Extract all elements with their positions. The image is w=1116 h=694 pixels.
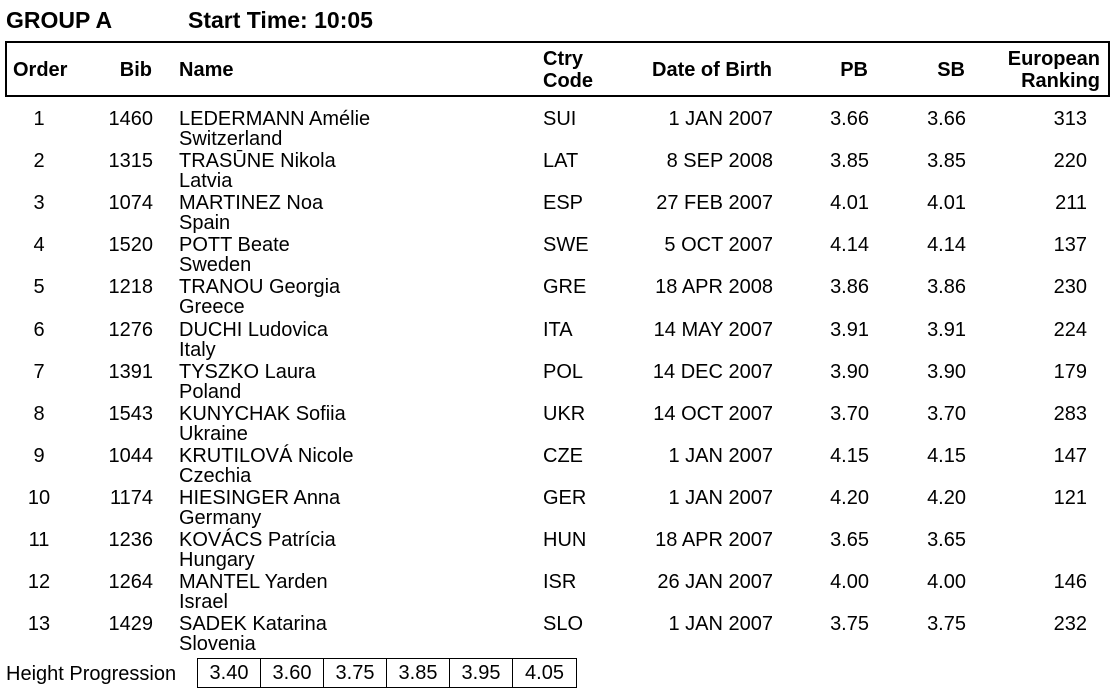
athlete-order: 12 [27, 571, 51, 594]
athlete-name: HIESINGER Anna [179, 486, 341, 509]
athlete-name: TYSZKO Laura [179, 360, 316, 383]
athlete-country-code: CZE [543, 444, 583, 467]
athlete-sb: 3.66 [927, 108, 966, 130]
athlete-european-ranking: 146 [1053, 571, 1087, 594]
athlete-pb: 4.20 [830, 486, 869, 509]
athlete-pb: 4.00 [830, 571, 869, 594]
athlete-country: Hungary [179, 549, 255, 571]
column-header-name: Name [179, 59, 234, 81]
athlete-pb: 4.15 [830, 444, 869, 467]
height-value: 3.40 [198, 659, 261, 687]
athlete-pb: 3.86 [830, 276, 869, 299]
athlete-order: 7 [33, 360, 45, 383]
athlete-country-code: POL [543, 360, 584, 383]
athlete-date-of-birth: 14 DEC 2007 [652, 360, 773, 383]
column-header-dob: Date of Birth [652, 59, 772, 81]
athlete-country-code: ITA [543, 318, 573, 341]
table-row [0, 352, 1116, 403]
athlete-european-ranking: 147 [1053, 444, 1087, 467]
table-row [0, 394, 1116, 445]
athlete-country: Latvia [179, 170, 233, 193]
athlete-country: Czechia [179, 464, 252, 487]
athlete-sb: 3.90 [927, 360, 966, 383]
athlete-date-of-birth: 26 JAN 2007 [657, 571, 773, 594]
table-row [0, 436, 1116, 487]
athlete-country: Italy [179, 338, 216, 361]
athlete-european-ranking: 220 [1053, 150, 1087, 173]
athlete-order: 1 [33, 108, 45, 130]
athlete-sb: 4.00 [927, 571, 966, 594]
table-row [0, 99, 1116, 150]
athlete-bib: 1543 [108, 402, 153, 425]
table-row [0, 604, 1116, 656]
column-header-code: Code [543, 70, 593, 92]
athlete-country: Greece [179, 296, 245, 319]
athlete-name: LEDERMANN Amélie [179, 108, 371, 130]
athlete-date-of-birth: 5 OCT 2007 [664, 234, 773, 257]
column-header-order: Order [13, 59, 68, 81]
athlete-european-ranking: 283 [1053, 402, 1087, 425]
athlete-name: MARTINEZ Noa [179, 192, 324, 215]
athlete-order: 6 [33, 318, 45, 341]
athlete-bib: 1429 [108, 613, 153, 636]
athlete-pb: 3.75 [830, 613, 869, 636]
athlete-pb: 4.01 [830, 192, 869, 215]
athlete-pb: 3.90 [830, 360, 869, 383]
athlete-pb: 3.66 [830, 108, 869, 130]
athlete-pb: 3.70 [830, 402, 869, 425]
athlete-country: Poland [179, 380, 242, 403]
athlete-date-of-birth: 14 OCT 2007 [653, 402, 773, 425]
athlete-order: 4 [33, 234, 45, 257]
table-row [0, 267, 1116, 319]
athlete-country-code: UKR [543, 402, 586, 425]
athlete-name: MANTEL Yarden [179, 571, 328, 594]
athlete-date-of-birth: 18 APR 2007 [655, 529, 773, 551]
table-row [0, 520, 1116, 571]
athlete-european-ranking: 230 [1053, 276, 1087, 299]
column-header-pb: PB [840, 59, 868, 81]
athlete-european-ranking: 121 [1053, 486, 1087, 509]
athlete-country-code: GRE [543, 276, 587, 299]
height-progression-values [197, 658, 577, 688]
athlete-bib: 1074 [108, 192, 153, 215]
athlete-bib: 1460 [108, 108, 153, 130]
athlete-date-of-birth: 8 SEP 2008 [666, 150, 773, 173]
athlete-date-of-birth: 1 JAN 2007 [668, 108, 773, 130]
athlete-sb: 3.75 [927, 613, 966, 636]
athlete-country-code: SLO [543, 613, 584, 636]
athlete-bib: 1236 [108, 529, 153, 551]
athlete-sb: 4.01 [927, 192, 966, 215]
athlete-order: 13 [27, 613, 51, 636]
athlete-bib: 1520 [108, 234, 153, 257]
table-row [0, 562, 1116, 614]
athlete-bib: 1218 [108, 276, 153, 299]
column-header-ranking: Ranking [1021, 70, 1100, 92]
athlete-order: 2 [33, 150, 45, 173]
table-row [0, 310, 1116, 361]
athlete-sb: 4.20 [927, 486, 966, 509]
athlete-sb: 3.91 [927, 318, 966, 341]
athlete-country: Sweden [179, 254, 252, 277]
height-value: 3.60 [261, 659, 324, 687]
athlete-date-of-birth: 27 FEB 2007 [656, 192, 773, 215]
athlete-country-code: HUN [543, 529, 587, 551]
athlete-date-of-birth: 1 JAN 2007 [668, 613, 773, 636]
athlete-name: TRASŪNE Nikola [179, 150, 336, 173]
table-header [5, 41, 1110, 97]
athlete-european-ranking: 179 [1053, 360, 1087, 383]
athlete-bib: 1276 [108, 318, 153, 341]
athlete-european-ranking: 232 [1053, 613, 1087, 636]
athlete-order: 3 [33, 192, 45, 215]
athlete-date-of-birth: 1 JAN 2007 [668, 486, 773, 509]
athlete-date-of-birth: 1 JAN 2007 [668, 444, 773, 467]
athlete-pb: 3.65 [830, 529, 869, 551]
athlete-name: SADEK Katarina [179, 613, 327, 636]
table-row [0, 478, 1116, 529]
athlete-order: 5 [33, 276, 45, 299]
column-header-ctry: Ctry [543, 48, 584, 70]
athlete-sb: 3.86 [927, 276, 966, 299]
athlete-name: DUCHI Ludovica [179, 318, 328, 341]
athlete-country: Ukraine [179, 422, 248, 445]
athlete-country-code: ISR [543, 571, 577, 594]
athlete-european-ranking: 211 [1055, 192, 1087, 215]
athlete-sb: 3.85 [927, 150, 966, 173]
athlete-pb: 4.14 [830, 234, 869, 257]
start-time: Start Time: 10:05 [188, 7, 373, 33]
athlete-pb: 3.91 [830, 318, 869, 341]
height-value: 3.95 [450, 659, 513, 687]
athlete-name: KUNYCHAK Sofiia [179, 402, 346, 425]
height-value: 4.05 [525, 662, 564, 684]
athlete-name: TRANOU Georgia [179, 276, 341, 299]
athlete-country: Spain [179, 212, 231, 235]
athlete-country: Switzerland [179, 128, 283, 150]
table-row [0, 183, 1116, 235]
athlete-bib: 1174 [109, 486, 153, 509]
height-value: 3.75 [324, 659, 387, 687]
athlete-pb: 3.85 [830, 150, 869, 173]
athlete-date-of-birth: 14 MAY 2007 [653, 318, 773, 341]
athlete-european-ranking: 224 [1053, 318, 1087, 341]
athlete-sb: 3.65 [927, 529, 966, 551]
athlete-european-ranking: 137 [1053, 234, 1087, 257]
athlete-country-code: ESP [543, 192, 584, 215]
athlete-sb: 4.14 [927, 234, 966, 257]
athlete-order: 10 [27, 486, 51, 509]
athlete-country-code: GER [543, 486, 587, 509]
athlete-country-code: SUI [543, 108, 577, 130]
athlete-name: KOVÁCS Patrícia [179, 529, 336, 551]
athlete-order: 9 [33, 444, 45, 467]
athlete-date-of-birth: 18 APR 2008 [655, 276, 773, 299]
athlete-bib: 1044 [108, 444, 153, 467]
athlete-order: 8 [33, 402, 45, 425]
athlete-bib: 1391 [108, 360, 153, 383]
athlete-country-code: LAT [543, 150, 579, 173]
athlete-sb: 4.15 [927, 444, 966, 467]
athlete-country-code: SWE [543, 234, 589, 257]
table-row [0, 225, 1116, 277]
athlete-sb: 3.70 [927, 402, 966, 425]
athlete-name: POTT Beate [179, 234, 290, 257]
group-title: GROUP A [6, 7, 113, 33]
column-header-bib: Bib [119, 59, 152, 81]
athlete-bib: 1264 [108, 571, 153, 594]
height-progression-label: Height Progression [6, 663, 177, 685]
athlete-country: Israel [179, 591, 228, 614]
athlete-european-ranking: 313 [1053, 108, 1087, 130]
athlete-order: 11 [28, 529, 50, 551]
athlete-name: KRUTILOVÁ Nicole [179, 444, 354, 467]
column-header-sb: SB [937, 59, 965, 81]
table-row [0, 141, 1116, 193]
column-header-european: European [1007, 48, 1100, 70]
athlete-country: Slovenia [179, 633, 256, 656]
height-value: 3.85 [387, 659, 450, 687]
athlete-bib: 1315 [108, 150, 153, 173]
athlete-country: Germany [179, 506, 262, 529]
